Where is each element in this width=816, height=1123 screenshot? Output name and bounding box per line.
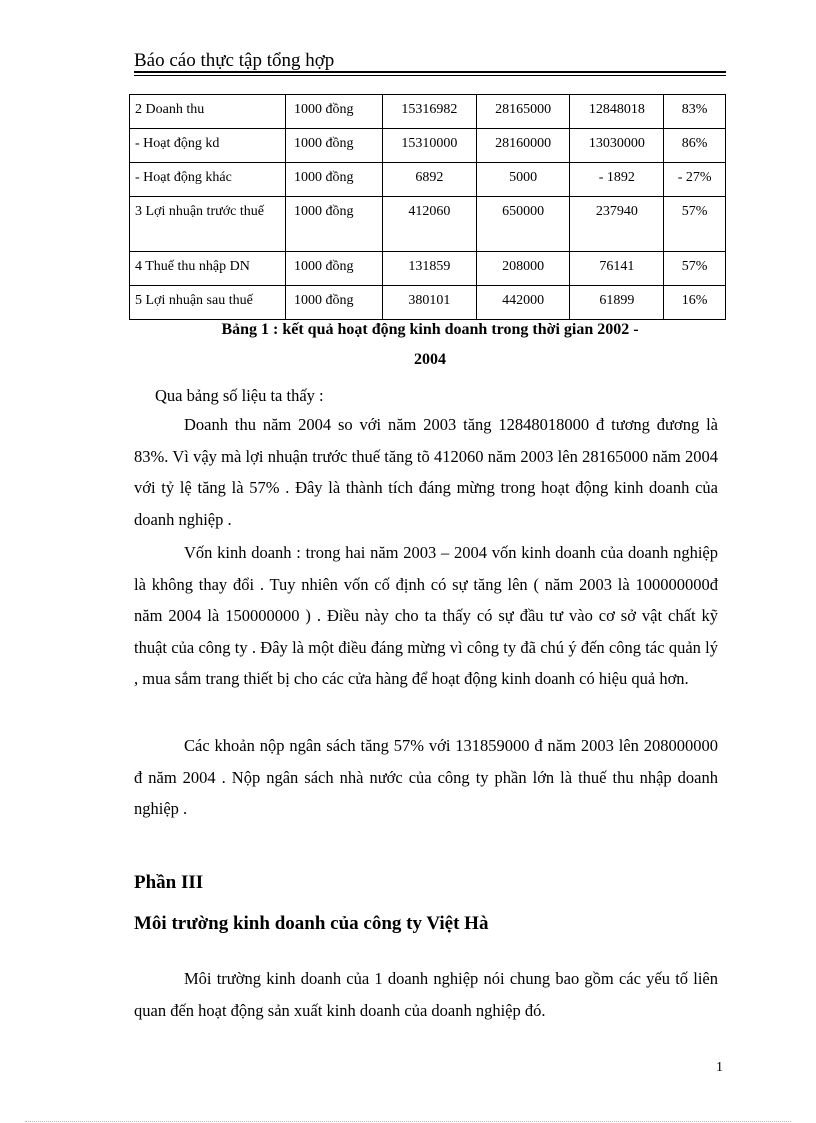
paragraph-environment: Môi trường kinh doanh của 1 doanh nghiệp nói chung bao gồm các yếu tố liên quan đến hoạt động sản xuất kinh doanh của doanh nghiệp đó. — [134, 969, 718, 1020]
table-cell: 5000 — [476, 163, 570, 197]
intro-paragraph: Qua bảng số liệu ta thấy : — [155, 386, 324, 405]
table-cell: 1000 đồng — [286, 129, 383, 163]
table-cell: 4 Thuế thu nhập DN — [130, 252, 286, 286]
table-cell: 1000 đồng — [286, 197, 383, 252]
table-cell: 57% — [664, 197, 726, 252]
table-row — [130, 286, 726, 320]
header-rule — [134, 71, 726, 73]
results-table — [129, 94, 726, 320]
table-cell: - 27% — [664, 163, 726, 197]
table-cell: 15310000 — [383, 129, 477, 163]
table-row — [130, 129, 726, 163]
table-cell: 1000 đồng — [286, 163, 383, 197]
table-cell: 412060 — [383, 197, 477, 252]
table-cell: 3 Lợi nhuận trước thuế — [130, 197, 286, 252]
table-cell: 237940 — [570, 197, 664, 252]
table-row — [130, 252, 726, 286]
table-cell: 76141 — [570, 252, 664, 286]
table-row — [130, 197, 726, 252]
part-heading: Phần III — [134, 872, 204, 893]
paragraph-budget: Các khoản nộp ngân sách tăng 57% với 131859000 đ năm 2003 lên 208000000 đ năm 2004 . Nộp ngân sách nhà nước của công ty phần lớn là thuế thu nhập doanh nghiệp . — [134, 736, 718, 818]
table-cell: 28165000 — [476, 95, 570, 129]
table-cell: 28160000 — [476, 129, 570, 163]
paragraph-revenue: Doanh thu năm 2004 so với năm 2003 tăng 12848018000 đ tương đương là 83%. Vì vậy mà lợi nhuận trước thuế tăng tõ 412060 năm 2003 lên 28165000 năm 2004 với tỷ lệ tăng là 57% . Đây là thành tích đáng mừng trong hoạt động kinh doanh của doanh nghiệp . — [134, 415, 718, 529]
table-cell: 83% — [664, 95, 726, 129]
table-cell: 380101 — [383, 286, 477, 320]
table-cell: 6892 — [383, 163, 477, 197]
section-heading: Môi trường kinh doanh của công ty Việt Hà — [134, 913, 489, 934]
table-cell: 13030000 — [570, 129, 664, 163]
page-header-title: Báo cáo thực tập tổng hợp — [134, 50, 335, 71]
table-caption: Bảng 1 : kết quả hoạt động kinh doanh trong thời gian 2002 - — [221, 321, 639, 338]
table-cell: 86% — [664, 129, 726, 163]
table-cell: 208000 — [476, 252, 570, 286]
table-cell: 650000 — [476, 197, 570, 252]
table-cell: - Hoạt động khác — [130, 163, 286, 197]
header-rule-thin — [134, 75, 726, 76]
table-row — [130, 163, 726, 197]
page-number: 1 — [716, 1060, 723, 1075]
table-cell: 1000 đồng — [286, 95, 383, 129]
table-cell: 131859 — [383, 252, 477, 286]
table-cell: 57% — [664, 252, 726, 286]
table-cell: 2 Doanh thu — [130, 95, 286, 129]
table-cell: 12848018 — [570, 95, 664, 129]
page-bottom-divider — [25, 1121, 791, 1122]
table-cell: 5 Lợi nhuận sau thuế — [130, 286, 286, 320]
table-cell: 16% — [664, 286, 726, 320]
table-cell: 1000 đồng — [286, 286, 383, 320]
table-cell: 442000 — [476, 286, 570, 320]
table-caption-year: 2004 — [414, 351, 446, 368]
paragraph-capital: Vốn kinh doanh : trong hai năm 2003 – 2004 vốn kinh doanh của doanh nghiệp là không thay đổi . Tuy nhiên vốn cố định có sự tăng lên ( năm 2003 là 100000000đ năm 2004 là 150000000 ) . Điều này cho ta thấy có sự đầu tư vào cơ sở vật chất kỹ thuật của công ty . Đây là một điều đáng mừng vì công ty đã chú ý đến công tác quản lý , mua sắm trang thiết bị cho các cửa hàng để hoạt động kinh doanh có hiệu quả hơn. — [134, 543, 718, 688]
table-cell: 15316982 — [383, 95, 477, 129]
table-cell: - 1892 — [570, 163, 664, 197]
table-row — [130, 95, 726, 129]
table-cell: - Hoạt động kd — [130, 129, 286, 163]
table-cell: 61899 — [570, 286, 664, 320]
table-cell: 1000 đồng — [286, 252, 383, 286]
